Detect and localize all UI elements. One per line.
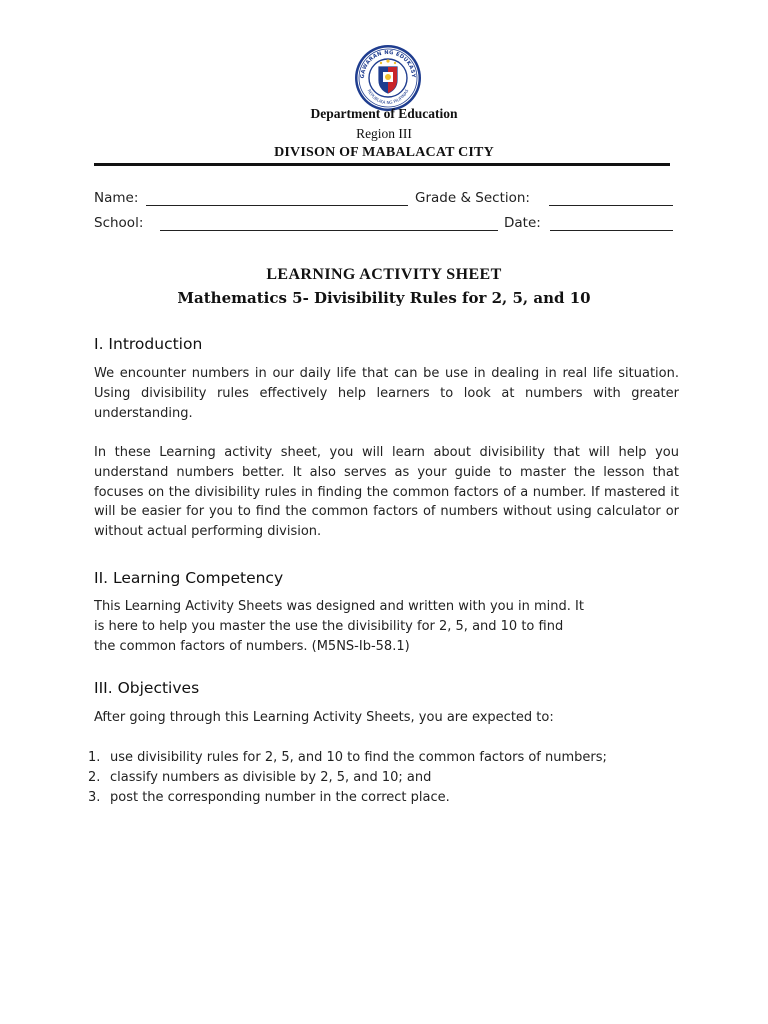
- svg-text:REPUBLIKA NG PILIPINAS: REPUBLIKA NG PILIPINAS: [366, 88, 410, 106]
- grade-section-label: Grade & Section:: [415, 190, 530, 206]
- objective-number: 3.: [88, 790, 101, 805]
- division-name: DIVISON OF MABALACAT CITY: [274, 145, 494, 160]
- introduction-paragraph-2: In these Learning activity sheet, you will learn about divisibility that will help you understand numbers better. It also serves as your guide to master the lesson that focuses on the divisibility rules in finding the common factors of a number. If mastered it will be easier for you to find the common factors of numbers without using calculator or without actual performing division.: [94, 445, 679, 540]
- svg-text:KAGAWARAN NG EDUKASYON: GAWARAN NG EDUKASY: [359, 49, 417, 79]
- objectives-heading: III. Objectives: [94, 679, 200, 697]
- objective-item: [88, 790, 450, 805]
- sheet-subtitle: Mathematics 5- Divisibility Rules for 2, 5, and 10: [177, 289, 591, 307]
- name-field[interactable]: [146, 190, 408, 206]
- region-name: Region III: [356, 126, 412, 141]
- sheet-title: LEARNING ACTIVITY SHEET: [266, 266, 502, 283]
- date-field[interactable]: [550, 215, 673, 231]
- objective-text: classify numbers as divisible by 2, 5, and 10; and: [110, 770, 432, 785]
- school-label: School:: [94, 215, 144, 231]
- date-label: Date:: [504, 215, 541, 231]
- competency-heading: II. Learning Competency: [94, 569, 284, 587]
- objective-number: 1.: [88, 750, 101, 765]
- department-name: Department of Education: [310, 106, 458, 121]
- grade-section-field[interactable]: [549, 190, 673, 206]
- competency-line: This Learning Activity Sheets was designed and written with you in mind. It: [94, 599, 584, 614]
- name-label: Name:: [94, 190, 139, 206]
- competency-line: is here to help you master the use the divisibility for 2, 5, and 10 to find: [94, 619, 564, 634]
- competency-line: the common factors of numbers. (M5NS-Ib-58.1): [94, 639, 410, 654]
- objective-text: post the corresponding number in the correct place.: [110, 790, 450, 805]
- objective-item: [88, 750, 607, 765]
- objectives-intro: After going through this Learning Activity Sheets, you are expected to:: [94, 710, 554, 725]
- school-field[interactable]: [160, 215, 498, 231]
- header-divider: [94, 163, 670, 166]
- objective-item: [88, 770, 431, 785]
- introduction-heading: I. Introduction: [94, 335, 203, 353]
- objective-number: 2.: [88, 770, 101, 785]
- objective-text: use divisibility rules for 2, 5, and 10 to find the common factors of numbers;: [110, 750, 607, 765]
- introduction-paragraph-1: We encounter numbers in our daily life that can be use in dealing in real life situation. Using divisibility rules effectively help learners to look at numbers with greater understanding.: [94, 366, 679, 421]
- deped-seal-logo: [354, 44, 422, 112]
